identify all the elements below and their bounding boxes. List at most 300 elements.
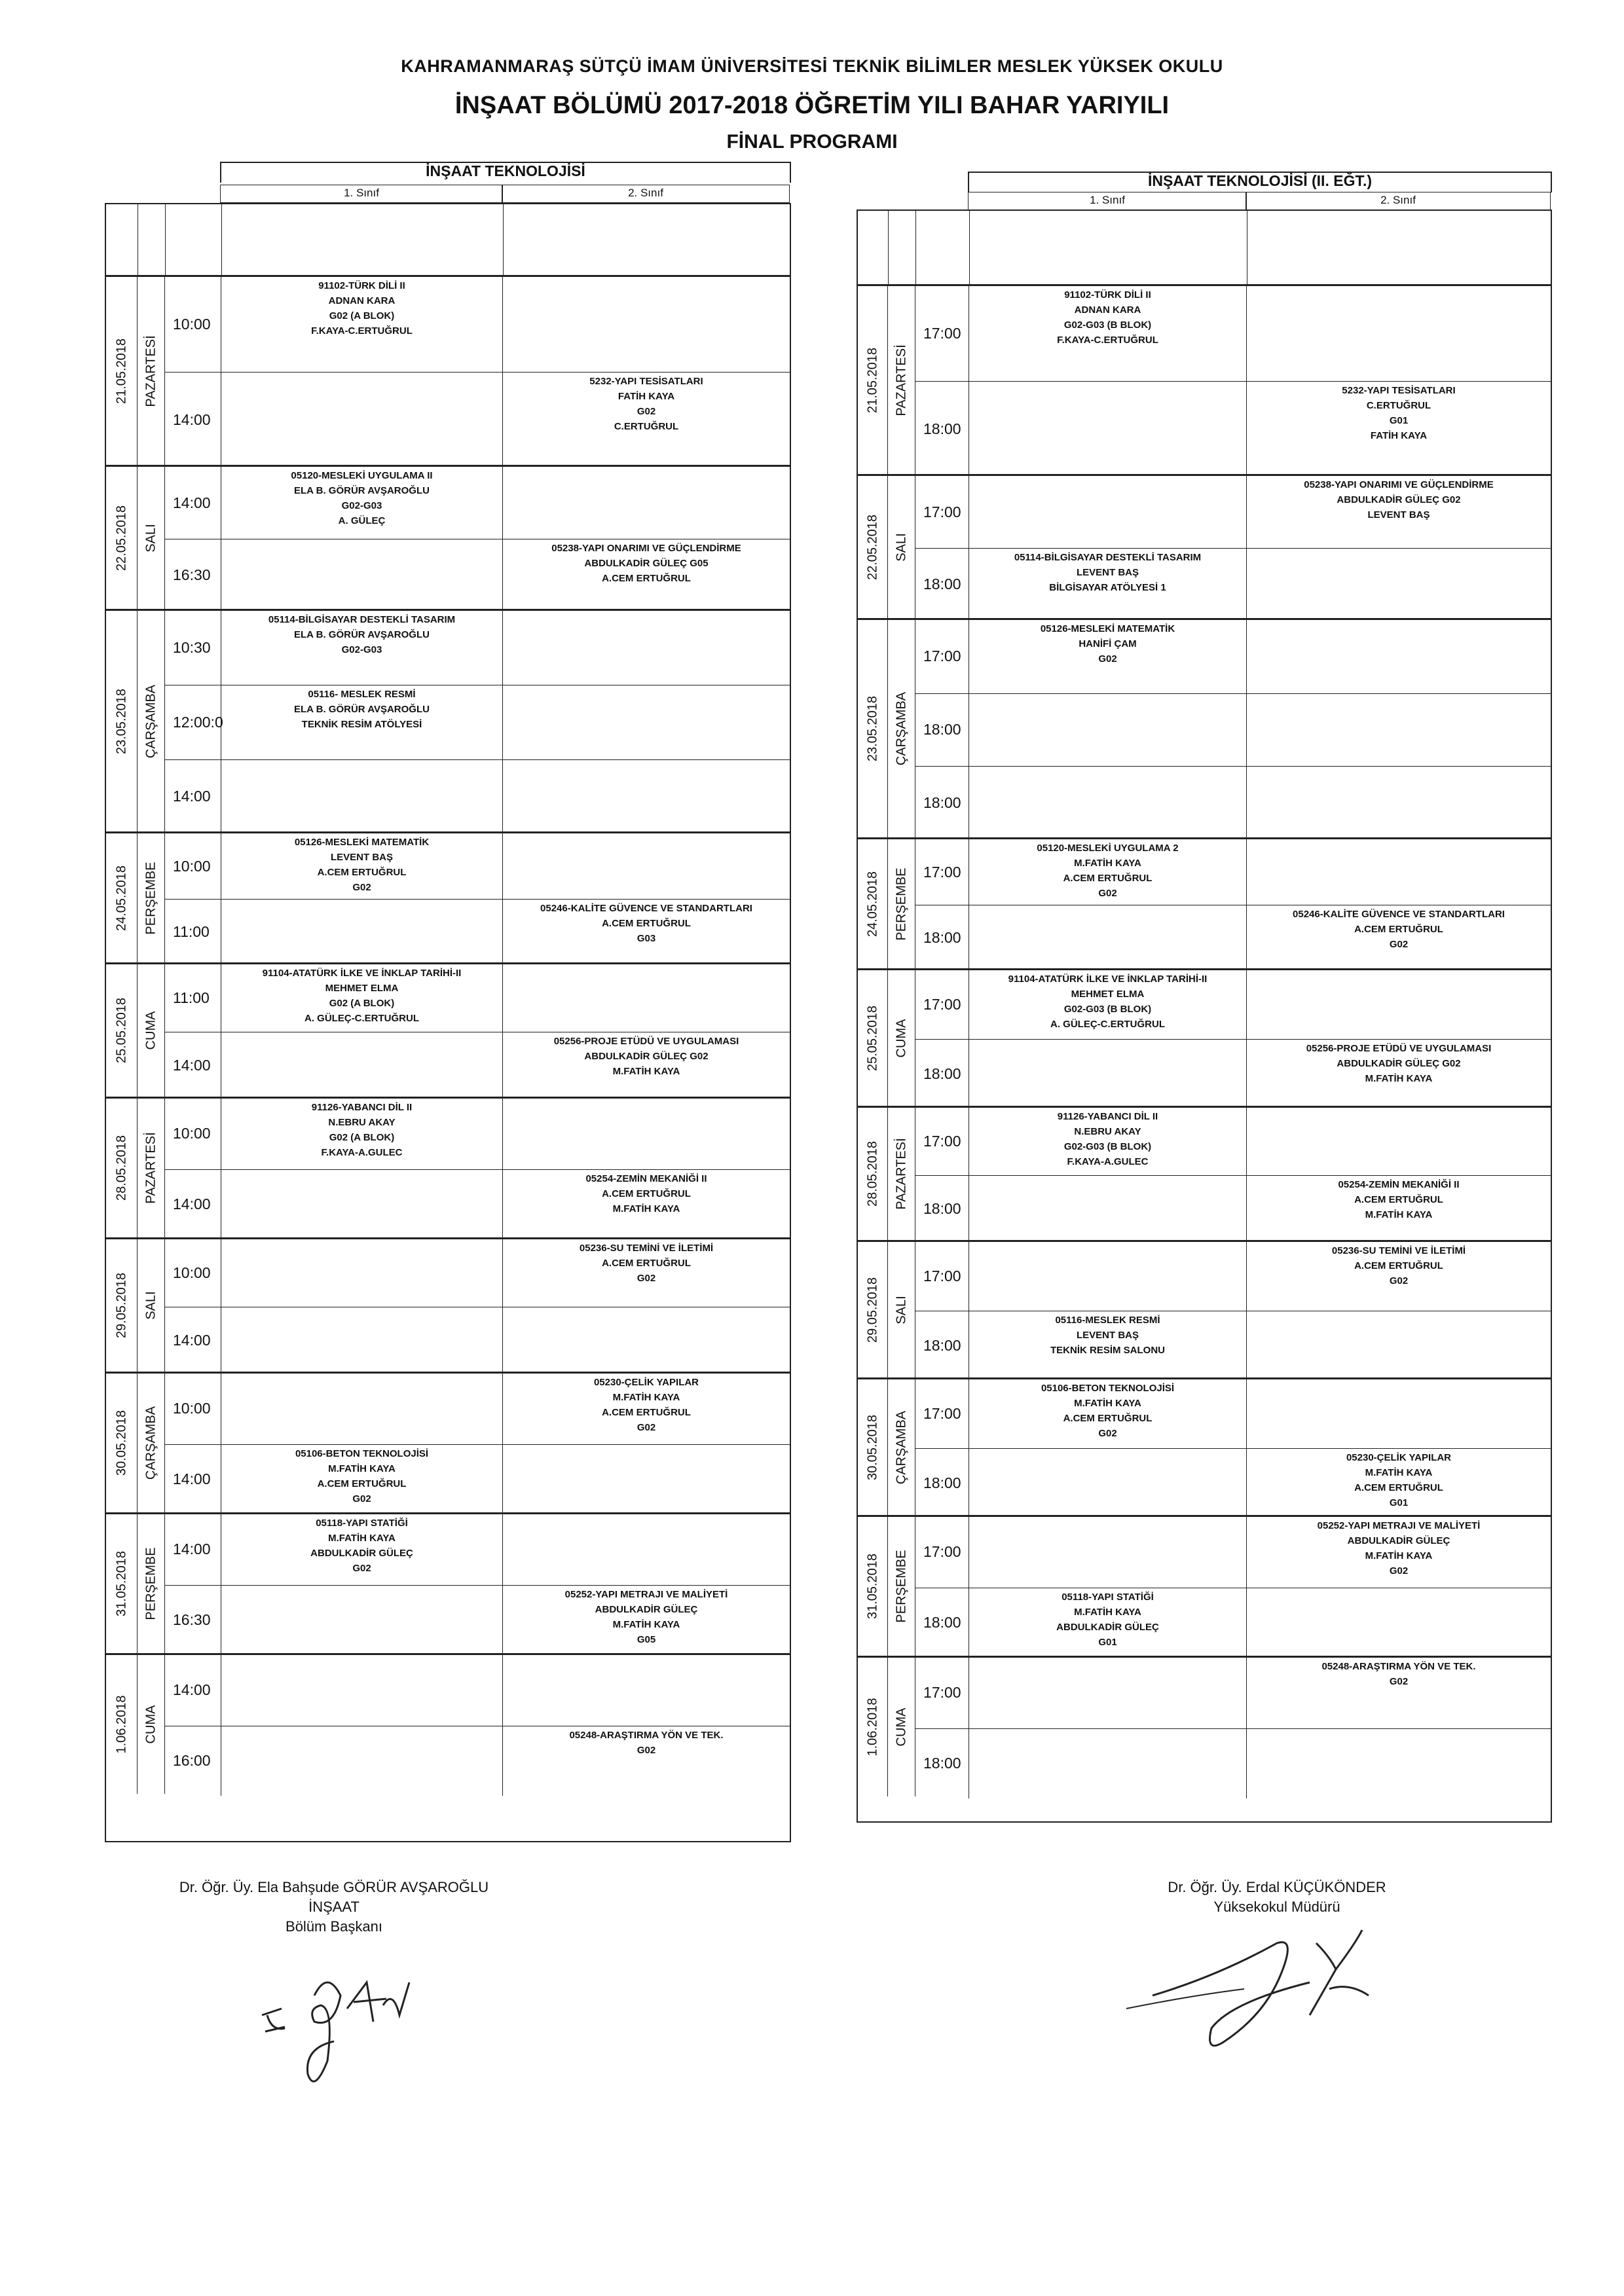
time-slot-row xyxy=(165,1239,790,1307)
program-title: FİNAL PROGRAMI xyxy=(726,131,898,153)
class1-cell xyxy=(969,1108,1247,1175)
class2-cell xyxy=(503,1099,790,1169)
date-label: 28.05.2018 xyxy=(865,1140,879,1207)
left-top-row-divider-day xyxy=(165,204,166,275)
class2-cell xyxy=(503,1307,790,1374)
course-line: 05120-MESLEKİ UYGULAMA II xyxy=(291,470,433,481)
course-line: 05248-ARAŞTIRMA YÖN VE TEK. xyxy=(1321,1661,1476,1672)
course-line: G02 xyxy=(1389,1275,1409,1286)
course-line: G02-G03 (B BLOK) xyxy=(1063,1141,1152,1152)
class1-cell xyxy=(969,905,1247,970)
time-slot-row xyxy=(915,1448,1551,1517)
class1-cell xyxy=(221,1514,503,1585)
class2-cell xyxy=(1247,970,1551,1039)
course-entry xyxy=(969,1590,1246,1650)
class1-cell xyxy=(221,1374,503,1444)
course-line: ADNAN KARA xyxy=(1074,304,1141,316)
course-line: 05256-PROJE ETÜDÜ VE UYGULAMASI xyxy=(1306,1043,1492,1054)
course-line: 5232-YAPI TESİSATLARI xyxy=(589,376,703,387)
date-cell xyxy=(106,277,138,465)
time-slot-row xyxy=(165,1169,790,1240)
date-cell xyxy=(858,476,888,618)
course-line: G03 xyxy=(637,933,656,944)
date-label: 29.05.2018 xyxy=(114,1272,128,1339)
course-line: 05114-BİLGİSAYAR DESTEKLİ TASARIM xyxy=(268,614,456,625)
weekday-cell xyxy=(888,620,915,837)
day-block xyxy=(858,1515,1551,1656)
course-line: A.CEM ERTUĞRUL xyxy=(602,918,691,929)
course-line: G02 (A BLOK) xyxy=(329,310,395,321)
slot-time: 18:00 xyxy=(915,1729,969,1799)
weekday-label: PAZARTESİ xyxy=(894,344,908,416)
course-line: M.FATİH KAYA xyxy=(1365,1073,1433,1084)
course-line: 05106-BETON TEKNOLOJİSİ xyxy=(295,1448,429,1459)
class1-cell xyxy=(221,373,503,467)
day-block xyxy=(106,1237,790,1372)
course-line: 05230-ÇELİK YAPILAR xyxy=(1346,1452,1452,1463)
course-line: M.FATİH KAYA xyxy=(612,1392,680,1403)
course-line: LEVENT BAŞ xyxy=(1076,1330,1139,1341)
course-line: ABDULKADİR GÜLEÇ G02 xyxy=(1337,494,1461,505)
class1-cell xyxy=(221,1239,503,1307)
course-line: 05126-MESLEKİ MATEMATİK xyxy=(294,837,430,848)
weekday-cell xyxy=(888,286,915,474)
weekday-label: SALI xyxy=(894,532,908,562)
time-slot-row xyxy=(165,1585,790,1656)
class1-cell xyxy=(969,549,1247,620)
course-line: 05236-SU TEMİNİ VE İLETİMİ xyxy=(579,1243,714,1254)
class2-cell xyxy=(1247,1242,1551,1311)
weekday-label: ÇARŞAMBA xyxy=(143,684,158,758)
course-entry xyxy=(1247,1518,1551,1578)
time-slot-row xyxy=(165,899,790,964)
course-line: 05116-MESLEK RESMİ xyxy=(1055,1315,1160,1326)
slot-time: 14:00 xyxy=(165,1514,221,1585)
weekday-label: CUMA xyxy=(143,1011,158,1050)
class2-cell xyxy=(503,900,790,964)
weekday-cell xyxy=(888,1242,915,1377)
course-line: 05238-YAPI ONARIMI VE GÜÇLENDİRME xyxy=(551,543,741,554)
time-slot-row xyxy=(915,548,1551,620)
weekday-cell xyxy=(138,1239,165,1372)
day-block xyxy=(858,837,1551,968)
class2-cell xyxy=(1247,286,1551,381)
course-entry xyxy=(1247,1659,1551,1689)
day-block xyxy=(106,962,790,1097)
course-line: A.CEM ERTUĞRUL xyxy=(1354,1260,1443,1271)
course-line: G02 (A BLOK) xyxy=(329,1132,395,1143)
weekday-cell xyxy=(138,1655,165,1794)
course-line: G02 xyxy=(637,1273,656,1284)
time-slot-row xyxy=(165,611,790,685)
class1-cell xyxy=(221,900,503,964)
class1-cell xyxy=(221,277,503,372)
course-line: 91104-ATATÜRK İLKE VE İNKLAP TARİHİ-II xyxy=(262,968,462,979)
course-line: 05116- MESLEK RESMİ xyxy=(308,689,416,701)
course-line: 5232-YAPI TESİSATLARI xyxy=(1342,385,1456,396)
course-entry xyxy=(221,1516,502,1576)
weekday-cell xyxy=(888,839,915,968)
course-line: 05120-MESLEKİ UYGULAMA 2 xyxy=(1037,843,1179,854)
date-label: 1.06.2018 xyxy=(865,1698,879,1757)
course-line: ABDULKADİR GÜLEÇ xyxy=(595,1603,698,1615)
class2-cell xyxy=(503,539,790,611)
class1-cell xyxy=(221,1586,503,1656)
class2-cell xyxy=(1247,1108,1551,1175)
course-line: TEKNİK RESİM ATÖLYESİ xyxy=(301,719,422,731)
time-slot-row xyxy=(165,277,790,372)
left-signature-block xyxy=(131,1878,537,2105)
course-line: N.EBRU AKAY xyxy=(1074,1126,1141,1137)
course-entry xyxy=(1247,1243,1551,1288)
time-slot-row xyxy=(915,1039,1551,1108)
weekday-label: PERŞEMBE xyxy=(143,861,158,935)
course-line: M.FATİH KAYA xyxy=(612,1203,680,1214)
course-entry xyxy=(221,835,502,895)
class2-cell xyxy=(1247,476,1551,548)
course-line: M.FATİH KAYA xyxy=(1074,1398,1141,1409)
weekday-label: CUMA xyxy=(143,1705,158,1744)
course-line: A.CEM ERTUĞRUL xyxy=(1354,1482,1443,1493)
course-line: 91126-YABANCI DİL II xyxy=(311,1102,413,1113)
course-line: F.KAYA-A.GULEC xyxy=(321,1147,403,1158)
course-entry xyxy=(503,1587,790,1647)
day-block xyxy=(858,474,1551,618)
weekday-label: ÇARŞAMBA xyxy=(894,1410,908,1484)
class2-cell xyxy=(503,1239,790,1307)
right-empty-header-row xyxy=(858,211,1551,284)
course-entry xyxy=(969,1381,1246,1441)
class1-cell xyxy=(221,1726,503,1796)
course-line: 91126-YABANCI DİL II xyxy=(1057,1111,1158,1122)
course-line: ELA B. GÖRÜR AVŞAROĞLU xyxy=(294,485,430,496)
slot-time: 17:00 xyxy=(915,839,969,905)
class2-cell xyxy=(503,467,790,539)
date-cell xyxy=(858,1242,888,1377)
left-empty-header-row xyxy=(106,204,790,275)
course-line: 05246-KALİTE GÜVENCE VE STANDARTLARI xyxy=(1293,909,1505,920)
weekday-label: ÇARŞAMBA xyxy=(143,1406,158,1480)
class2-cell xyxy=(503,1445,790,1515)
slot-time: 16:00 xyxy=(165,1726,221,1796)
course-line: C.ERTUĞRUL xyxy=(1366,400,1431,411)
course-line: 05236-SU TEMİNİ VE İLETİMİ xyxy=(1331,1245,1466,1256)
weekday-cell xyxy=(138,1374,165,1512)
class2-cell xyxy=(503,833,790,899)
slot-time: 18:00 xyxy=(915,1040,969,1108)
date-cell xyxy=(858,286,888,474)
course-entry xyxy=(221,278,502,338)
day-block xyxy=(858,1656,1551,1796)
time-slot-row xyxy=(915,839,1551,905)
class1-cell xyxy=(969,382,1247,476)
weekday-cell xyxy=(888,1517,915,1656)
school-name: KAHRAMANMARAŞ SÜTÇÜ İMAM ÜNİVERSİTESİ TEKNİK BİLİMLER MESLEK YÜKSEK OKULU xyxy=(401,56,1223,76)
time-slot-row xyxy=(915,1658,1551,1728)
weekday-cell xyxy=(138,467,165,609)
time-slot-row xyxy=(915,1588,1551,1658)
class1-cell xyxy=(969,839,1247,905)
course-line: G02 xyxy=(1389,1565,1409,1576)
class2-cell xyxy=(1247,694,1551,767)
slot-time: 10:00 xyxy=(165,1374,221,1444)
course-line: G02-G03 (B BLOK) xyxy=(1063,1004,1152,1015)
class2-cell xyxy=(503,1374,790,1444)
course-line: A.CEM ERTUĞRUL xyxy=(1354,1194,1443,1205)
time-slot-row xyxy=(915,1379,1551,1448)
left-col1-header: 1. Sınıf xyxy=(220,185,503,203)
course-line: G05 xyxy=(637,1633,656,1645)
course-line: N.EBRU AKAY xyxy=(328,1117,396,1128)
course-entry xyxy=(969,1313,1246,1358)
time-slot-row xyxy=(165,833,790,899)
date-label: 24.05.2018 xyxy=(114,865,128,931)
time-slot-row xyxy=(915,286,1551,381)
time-slot-row xyxy=(915,1517,1551,1588)
course-entry xyxy=(221,966,502,1026)
class1-cell xyxy=(221,1099,503,1169)
course-line: M.FATİH KAYA xyxy=(1074,858,1141,869)
slot-time: 14:00 xyxy=(165,1307,221,1374)
class1-cell xyxy=(221,1655,503,1726)
weekday-cell xyxy=(138,1514,165,1653)
class2-cell xyxy=(503,760,790,833)
right-signatory-name: Dr. Öğr. Üy. Erdal KÜÇÜKÖNDER xyxy=(1168,1879,1386,1895)
class2-cell xyxy=(503,373,790,467)
class2-cell xyxy=(1247,1176,1551,1243)
course-line: ABDULKADİR GÜLEÇ G02 xyxy=(584,1050,709,1062)
time-slot-row xyxy=(915,381,1551,476)
course-line: A.CEM ERTUĞRUL xyxy=(602,573,691,584)
left-signatory-dept: İNŞAAT xyxy=(308,1899,360,1915)
course-line: 05126-MESLEKİ MATEMATİK xyxy=(1040,623,1175,634)
left-handwritten-signature xyxy=(236,1943,432,2100)
slot-time: 17:00 xyxy=(915,1517,969,1588)
course-entry xyxy=(221,468,502,528)
date-cell xyxy=(106,964,138,1097)
course-line: G01 xyxy=(1389,415,1409,426)
course-line: G01 xyxy=(1389,1497,1409,1508)
course-line: G02 xyxy=(637,1744,656,1756)
weekday-cell xyxy=(138,964,165,1097)
class1-cell xyxy=(969,1311,1247,1379)
time-slot-row xyxy=(165,467,790,539)
course-line: A. GÜLEÇ xyxy=(338,515,386,526)
class1-cell xyxy=(221,964,503,1032)
class2-cell xyxy=(1247,1517,1551,1588)
course-line: A.CEM ERTUĞRUL xyxy=(317,1478,407,1489)
slot-time: 10:00 xyxy=(165,833,221,899)
slot-time: 18:00 xyxy=(915,1588,969,1658)
date-label: 22.05.2018 xyxy=(114,505,128,571)
course-line: G01 xyxy=(1098,1636,1117,1648)
course-line: G02 (A BLOK) xyxy=(329,998,395,1009)
slot-time: 17:00 xyxy=(915,286,969,381)
slot-time: 16:30 xyxy=(165,539,221,611)
course-line: M.FATİH KAYA xyxy=(1365,1467,1433,1478)
course-line: G02 xyxy=(1389,1676,1409,1687)
date-label: 28.05.2018 xyxy=(114,1135,128,1201)
day-block xyxy=(106,831,790,962)
course-line: G02 xyxy=(352,1493,371,1504)
class1-cell xyxy=(969,1040,1247,1108)
time-slot-row xyxy=(915,1108,1551,1175)
time-slot-row xyxy=(165,1655,790,1726)
course-line: A.CEM ERTUĞRUL xyxy=(1063,1413,1153,1424)
course-entry xyxy=(503,1375,790,1435)
time-slot-row xyxy=(165,372,790,467)
course-line: 05118-YAPI STATİĞİ xyxy=(316,1518,408,1529)
course-line: A.CEM ERTUĞRUL xyxy=(602,1258,691,1269)
course-entry xyxy=(503,541,790,586)
class1-cell xyxy=(221,1170,503,1240)
left-top-row-divider-c1 xyxy=(503,204,504,275)
left-top-row-divider-time xyxy=(221,204,222,275)
course-line: ELA B. GÖRÜR AVŞAROĞLU xyxy=(294,629,430,640)
slot-time: 17:00 xyxy=(915,970,969,1039)
time-slot-row xyxy=(165,1444,790,1515)
course-line: 05114-BİLGİSAYAR DESTEKLİ TASARIM xyxy=(1014,552,1202,563)
slot-time: 14:00 xyxy=(165,1655,221,1726)
right-handwritten-signature xyxy=(1113,1917,1414,2061)
time-slot-row xyxy=(165,1099,790,1169)
date-cell xyxy=(858,1658,888,1796)
course-line: G02 xyxy=(352,1563,371,1574)
class1-cell xyxy=(221,760,503,833)
day-block xyxy=(858,1377,1551,1515)
slot-time: 17:00 xyxy=(915,1108,969,1175)
slot-time: 17:00 xyxy=(915,620,969,693)
slot-time: 14:00 xyxy=(165,1170,221,1240)
class1-cell xyxy=(221,467,503,539)
class1-cell xyxy=(221,539,503,611)
course-line: 91102-TÜRK DİLİ II xyxy=(1064,289,1151,301)
weekday-label: PERŞEMBE xyxy=(894,1550,908,1623)
course-line: G02 xyxy=(637,406,656,417)
course-line: G02 xyxy=(1098,1428,1117,1439)
date-cell xyxy=(858,620,888,837)
course-entry xyxy=(221,612,502,657)
course-line: MEHMET ELMA xyxy=(1071,989,1145,1000)
class1-cell xyxy=(969,1176,1247,1243)
course-line: BİLGİSAYAR ATÖLYESİ 1 xyxy=(1049,582,1166,593)
date-label: 21.05.2018 xyxy=(865,347,879,413)
class2-cell xyxy=(1247,1379,1551,1448)
department-term-title: İNŞAAT BÖLÜMÜ 2017-2018 ÖĞRETİM YILI BAHAR YARIYILI xyxy=(454,92,1170,119)
course-line: 05248-ARAŞTIRMA YÖN VE TEK. xyxy=(569,1729,724,1741)
weekday-cell xyxy=(138,277,165,465)
course-line: 05230-ÇELİK YAPILAR xyxy=(593,1377,699,1388)
course-entry xyxy=(969,841,1246,901)
slot-time: 16:30 xyxy=(165,1586,221,1656)
slot-time: 18:00 xyxy=(915,1176,969,1243)
date-label: 31.05.2018 xyxy=(865,1553,879,1620)
time-slot-row xyxy=(915,693,1551,767)
course-line: 05106-BETON TEKNOLOJİSİ xyxy=(1041,1383,1175,1394)
class1-cell xyxy=(221,1307,503,1374)
day-block xyxy=(106,609,790,831)
course-line: M.FATİH KAYA xyxy=(612,1065,680,1077)
date-cell xyxy=(858,970,888,1106)
slot-time: 18:00 xyxy=(915,694,969,767)
course-entry xyxy=(969,1109,1246,1169)
right-col1-header: 1. Sınıf xyxy=(968,192,1247,210)
class1-cell xyxy=(969,1242,1247,1311)
day-block xyxy=(858,968,1551,1106)
date-cell xyxy=(106,1099,138,1237)
weekday-label: CUMA xyxy=(894,1019,908,1057)
course-line: LEVENT BAŞ xyxy=(1367,509,1430,520)
class2-cell xyxy=(503,611,790,685)
slot-time: 10:00 xyxy=(165,277,221,372)
slot-time: 10:30 xyxy=(165,611,221,685)
course-line: ABDULKADİR GÜLEÇ xyxy=(1056,1621,1159,1633)
slot-time: 17:00 xyxy=(915,1379,969,1448)
course-line: LEVENT BAŞ xyxy=(1076,567,1139,578)
course-line: C.ERTUĞRUL xyxy=(614,421,679,432)
course-line: ABDULKADİR GÜLEÇ xyxy=(310,1548,413,1559)
class1-cell xyxy=(221,685,503,759)
right-signatory-title: Yüksekokul Müdürü xyxy=(1213,1899,1340,1915)
weekday-cell xyxy=(888,1379,915,1515)
class2-cell xyxy=(1247,905,1551,970)
course-line: 05252-YAPI METRAJI VE MALİYETİ xyxy=(564,1588,728,1600)
course-line: A.CEM ERTUĞRUL xyxy=(317,867,407,878)
date-cell xyxy=(106,833,138,962)
course-entry xyxy=(503,1171,790,1216)
date-cell xyxy=(106,1239,138,1372)
class1-cell xyxy=(969,767,1247,839)
slot-time: 12:00:0 xyxy=(165,685,221,759)
time-slot-row xyxy=(165,685,790,759)
slot-time: 11:00 xyxy=(165,900,221,964)
class2-cell xyxy=(503,685,790,759)
class2-cell xyxy=(503,1032,790,1099)
course-line: FATİH KAYA xyxy=(1370,430,1428,441)
day-block xyxy=(106,1372,790,1512)
day-block xyxy=(858,618,1551,837)
date-label: 21.05.2018 xyxy=(114,338,128,404)
course-line: MEHMET ELMA xyxy=(325,983,399,994)
day-block xyxy=(106,1097,790,1237)
class2-cell xyxy=(503,1170,790,1240)
course-line: G02 xyxy=(637,1422,656,1433)
date-cell xyxy=(858,1379,888,1515)
date-label: 25.05.2018 xyxy=(865,1005,879,1071)
course-entry xyxy=(503,1241,790,1286)
day-block xyxy=(106,465,790,609)
course-entry xyxy=(221,1100,502,1160)
weekday-cell xyxy=(888,970,915,1106)
course-line: 05118-YAPI STATİĞİ xyxy=(1061,1591,1154,1603)
class1-cell xyxy=(969,694,1247,767)
class2-cell xyxy=(1247,1040,1551,1108)
weekday-label: SALI xyxy=(143,1291,158,1320)
class1-cell xyxy=(969,970,1247,1039)
class2-cell xyxy=(1247,1588,1551,1658)
slot-time: 14:00 xyxy=(165,373,221,467)
weekday-cell xyxy=(138,833,165,962)
course-line: ABDULKADİR GÜLEÇ G02 xyxy=(1337,1058,1461,1069)
date-label: 24.05.2018 xyxy=(865,871,879,937)
weekday-label: ÇARŞAMBA xyxy=(894,691,908,766)
class1-cell xyxy=(221,1032,503,1099)
date-cell xyxy=(858,839,888,968)
class2-cell xyxy=(1247,1658,1551,1728)
class1-cell xyxy=(221,1445,503,1515)
time-slot-row xyxy=(165,539,790,611)
date-cell xyxy=(106,1514,138,1653)
